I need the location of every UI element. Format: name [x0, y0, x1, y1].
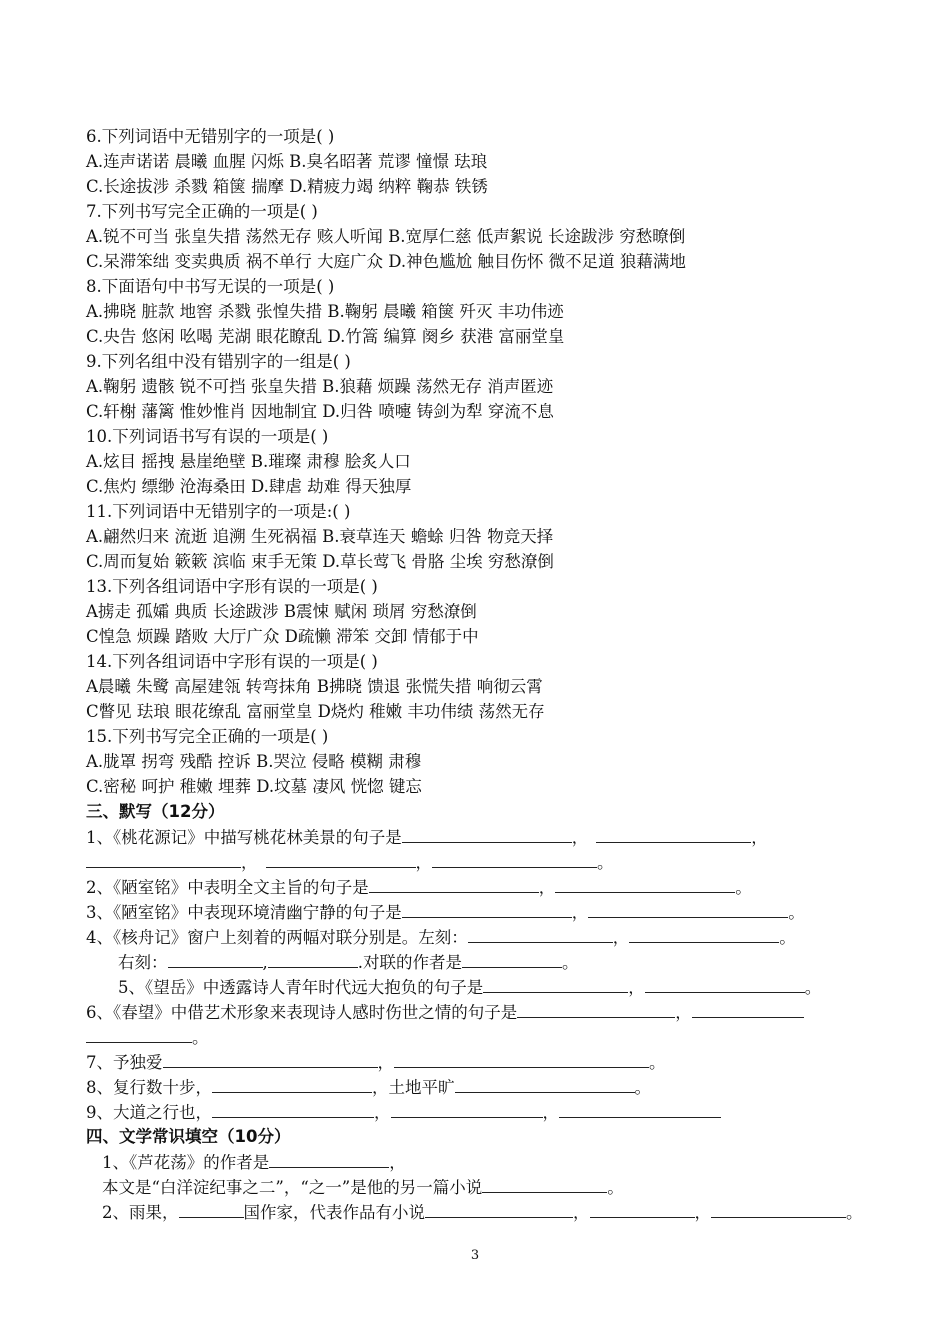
period: 。	[607, 1178, 624, 1197]
comma: ，	[612, 928, 630, 947]
question-7-options-cd: C.呆滞笨绌 变卖典质 祸不单行 大庭广众 D.神色尴尬 触目伤怀 微不足道 狼藉满地	[86, 252, 686, 271]
answer-blank[interactable]	[86, 1026, 192, 1043]
dictation-q1-text: 1、《桃花源记》中描写桃花林美景的句子是	[86, 828, 402, 847]
dictation-q4-text: 4、《核舟记》窗户上刻着的两幅对联分别是。左刻：	[86, 928, 468, 947]
period: 。	[788, 903, 805, 922]
period: 。	[804, 978, 822, 997]
comma: ，	[573, 1203, 590, 1222]
comma: ，	[241, 853, 258, 872]
comma: ，	[372, 1078, 389, 1097]
question-6-options-cd: C.长途拔涉 杀戮 箱箧 揣摩 D.精疲力竭 纳粹 鞠恭 铁锈	[86, 177, 488, 196]
answer-blank[interactable]	[517, 1001, 675, 1018]
question-15-options-cd: C.密秘 呵护 稚嫩 埋葬 D.坟墓 凄风 恍惚 键忘	[86, 777, 422, 796]
question-6-options-ab: A.连声诺诺 晨曦 血腥 闪烁 B.臭名昭著 荒谬 憧憬 珐琅	[86, 152, 488, 171]
dictation-q5	[118, 976, 821, 999]
comma: ,	[262, 953, 268, 972]
question-13-options-cd: C惶急 烦躁 踏败 大厅广众 D疏懒 滞笨 交卸 情郁于中	[86, 627, 479, 646]
dictation-q8-text: 8、复行数十步，	[86, 1078, 212, 1097]
question-9-options-ab: A.鞠躬 遗骸 锐不可挡 张皇失措 B.狼藉 烦躁 荡然无存 消声匿迹	[86, 377, 554, 396]
question-8-options-ab: A.拂晓 脏款 地窖 杀戮 张惶失措 B.鞠躬 晨曦 箱箧 歼灭 丰功伟迹	[86, 302, 564, 321]
section-4-title: 四、文学常识填空（10分）	[86, 1127, 291, 1146]
question-10: 10.下列词语书写有误的一项是( )	[86, 427, 329, 446]
period: 。	[649, 1053, 666, 1072]
comma: ，	[751, 828, 768, 847]
dictation-q6-text: 6、《春望》中借艺术形象来表现诗人感时伤世之情的句子是	[86, 1003, 518, 1022]
comma: ，	[694, 1203, 711, 1222]
question-7: 7.下列书写完全正确的一项是( )	[86, 202, 318, 221]
answer-blank[interactable]	[555, 876, 735, 893]
answer-blank[interactable]	[692, 1001, 804, 1018]
dictation-q9-text: 9、大道之行也，	[86, 1103, 212, 1122]
question-9: 9.下列名组中没有错别字的一组是( )	[86, 352, 351, 371]
comma: ，	[377, 1053, 394, 1072]
question-11-options-ab: A.翩然归来 流逝 追溯 生死祸福 B.衰草连天 蟾蜍 归咎 物竞天择	[86, 527, 554, 546]
answer-blank[interactable]	[163, 1051, 378, 1068]
comma: ，	[415, 853, 432, 872]
comma: ，	[538, 878, 556, 897]
period: 。	[192, 1028, 209, 1047]
answer-blank[interactable]	[468, 926, 613, 943]
comma: ，	[542, 1103, 559, 1122]
answer-blank[interactable]	[402, 901, 572, 918]
dictation-q2-text: 2、《陋室铭》中表明全文主旨的句子是	[86, 878, 369, 897]
dictation-q7	[86, 1051, 666, 1074]
question-11-options-cd: C.周而复始 簌簌 滨临 束手无策 D.草长莺飞 骨胳 尘埃 穷愁潦倒	[86, 552, 554, 571]
answer-blank[interactable]	[483, 976, 628, 993]
comma: ，	[571, 903, 589, 922]
answer-blank[interactable]	[590, 1201, 695, 1218]
dictation-q9	[86, 1101, 721, 1124]
answer-blank[interactable]	[596, 826, 751, 843]
dictation-q1	[86, 826, 768, 849]
question-15: 15.下列书写完全正确的一项是( )	[86, 727, 329, 746]
answer-blank[interactable]	[711, 1201, 846, 1218]
answer-blank[interactable]	[266, 851, 416, 868]
page-number: 3	[470, 1248, 480, 1263]
period: 。	[735, 878, 752, 897]
right-carving-label: 右刻：	[118, 953, 168, 972]
literature-q1-cont	[102, 1176, 624, 1199]
answer-blank[interactable]	[212, 1076, 372, 1093]
literature-q2-text: 2、雨果，	[102, 1203, 179, 1222]
dictation-q3-text: 3、《陋室铭》中表现环境清幽宁静的句子是	[86, 903, 402, 922]
answer-blank[interactable]	[179, 1201, 244, 1218]
answer-blank[interactable]	[369, 876, 539, 893]
comma: ，	[675, 1003, 692, 1022]
answer-blank[interactable]	[588, 901, 788, 918]
answer-blank[interactable]	[425, 1201, 573, 1218]
comma: ，	[374, 1103, 391, 1122]
dictation-q6	[86, 1001, 804, 1024]
answer-blank[interactable]	[482, 1176, 607, 1193]
period: 。	[634, 1078, 651, 1097]
question-15-options-ab: A.胧罩 拐弯 残酷 控诉 B.哭泣 侵略 模糊 肃穆	[86, 752, 422, 771]
literature-q1-text: 1、《芦花荡》的作者是	[102, 1153, 270, 1172]
dictation-q2	[86, 876, 752, 899]
question-6: 6.下列词语中无错别字的一项是( )	[86, 127, 335, 146]
answer-blank[interactable]	[212, 1101, 374, 1118]
comma: ，	[628, 978, 645, 997]
period: 。	[846, 1203, 863, 1222]
dictation-q1-cont	[86, 851, 614, 874]
answer-blank[interactable]	[86, 851, 241, 868]
question-11: 11.下列词语中无错别字的一项是:( )	[86, 502, 351, 521]
period: .	[357, 953, 363, 972]
question-14: 14.下列各组词语中字形有误的一项是( )	[86, 652, 378, 671]
question-10-options-cd: C.焦灼 缥缈 沧海桑田 D.肆虐 劫难 得天独厚	[86, 477, 412, 496]
answer-blank[interactable]	[268, 951, 358, 968]
dictation-q4-right	[118, 951, 579, 974]
comma: ，	[389, 1153, 406, 1172]
dictation-q8	[86, 1076, 651, 1099]
dictation-q8-text-b: 土地平旷	[388, 1078, 455, 1097]
answer-blank[interactable]	[394, 1051, 649, 1068]
couplet-author-text: 对联的作者是	[363, 953, 462, 972]
answer-blank[interactable]	[269, 1151, 389, 1168]
section-3-title: 三、默写（12分）	[86, 802, 225, 821]
period: 。	[562, 953, 579, 972]
question-13-options-ab: A掳走 孤孀 典质 长途跋涉 B震悚 赋闲 琐屑 穷愁潦倒	[86, 602, 477, 621]
question-7-options-ab: A.锐不可当 张皇失措 荡然无存 赅人听闻 B.宽厚仁慈 低声絮说 长途跋涉 穷愁暸倒	[86, 227, 686, 246]
answer-blank[interactable]	[391, 1101, 543, 1118]
answer-blank[interactable]	[402, 826, 572, 843]
answer-blank[interactable]	[629, 926, 779, 943]
question-8: 8.下面语句中书写无误的一项是( )	[86, 277, 335, 296]
literature-q2-text-b: 国作家，代表作品有小说	[243, 1203, 425, 1222]
question-10-options-ab: A.炫目 摇拽 悬崖绝壁 B.璀璨 肃穆 脍炙人口	[86, 452, 411, 471]
period: 。	[597, 853, 614, 872]
literature-q1	[102, 1151, 406, 1174]
answer-blank[interactable]	[645, 976, 805, 993]
literature-q1-text-b: 本文是“白洋淀纪事之二”，“之一”是他的另一篇小说	[102, 1178, 483, 1197]
question-8-options-cd: C.央告 悠闲 吆喝 芜湖 眼花瞭乱 D.竹篙 编算 阕乡 获港 富丽堂皇	[86, 327, 565, 346]
dictation-q4	[86, 926, 796, 949]
dictation-q6-cont	[86, 1026, 209, 1049]
question-9-options-cd: C.轩榭 藩篱 惟妙惟肖 因地制宜 D.归咎 喷嚏 铸剑为犁 穿流不息	[86, 402, 554, 421]
answer-blank[interactable]	[462, 951, 562, 968]
answer-blank[interactable]	[559, 1101, 721, 1118]
period: 。	[779, 928, 796, 947]
question-14-options-ab: A晨曦 朱鹭 高屋建瓴 转弯抹角 B拂晓 馈退 张慌失措 响彻云霄	[86, 677, 543, 696]
comma: ，	[571, 828, 589, 847]
literature-q2	[102, 1201, 863, 1224]
dictation-q7-text: 7、予独爱	[86, 1053, 163, 1072]
question-14-options-cd: C瞥见 珐琅 眼花缭乱 富丽堂皇 D烧灼 稚嫩 丰功伟绩 荡然无存	[86, 702, 545, 721]
question-13: 13.下列各组词语中字形有误的一项是( )	[86, 577, 378, 596]
answer-blank[interactable]	[168, 951, 263, 968]
dictation-q3	[86, 901, 805, 924]
answer-blank[interactable]	[455, 1076, 635, 1093]
dictation-q5-text: 5、《望岳》中透露诗人青年时代远大抱负的句子是	[118, 978, 484, 997]
answer-blank[interactable]	[432, 851, 597, 868]
